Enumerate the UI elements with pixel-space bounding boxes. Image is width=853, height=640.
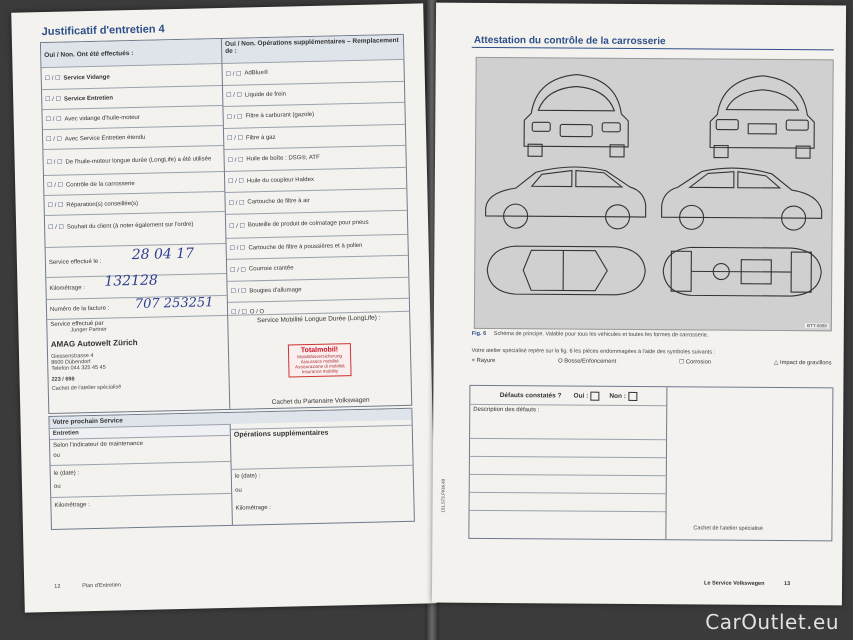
next-service-title: Votre prochain Service (49, 409, 411, 428)
check-row-left (45, 211, 225, 239)
check-row-label: Huile de boîte : DSG®, ATF (246, 155, 320, 163)
check-row-label: Contrôle de la carrosserie (65, 180, 135, 189)
mobility-badge: Totalmobil! (300, 346, 339, 355)
stamp-street: Giessenstrasse 4 (50, 352, 94, 360)
checkbox-pair[interactable]: ☐ / ☐ (47, 182, 64, 189)
checkbox-pair[interactable]: ☐ / ☐ (230, 267, 246, 274)
left-page-number: 12 (54, 583, 61, 590)
next-l4: ou (53, 483, 61, 490)
stamp-number: 223 / 698 (51, 376, 75, 383)
stamp-cachet: Cachet de l'atelier spécialisé (51, 384, 122, 392)
checkbox-pair[interactable]: ☐ / ☐ (227, 135, 243, 143)
left-page (11, 3, 437, 612)
symbol-legend (472, 358, 832, 367)
car-top-view (487, 246, 645, 295)
stamp-company: AMAG Autowelt Zürich (50, 337, 138, 349)
checkbox-pair[interactable]: ☐ / ☐ (45, 116, 62, 123)
car-side-right (662, 168, 822, 231)
next-l2: ou (53, 452, 61, 459)
checkbox-pair[interactable]: ☐ / ☐ (225, 71, 242, 78)
legend-item: ☐ Corrosion (679, 359, 712, 366)
figure-id: BTT-0888 (807, 323, 827, 329)
mobility-cell (228, 308, 411, 409)
check-row-label: Ο / Ο (249, 308, 265, 315)
next-col1: Entretien (50, 424, 230, 439)
checkbox-pair[interactable]: ☐ / ☐ (231, 309, 247, 316)
legend-instructions: Votre atelier spécialisé repère sur la fig. 6 les pièces endommagées à l'aide des symboles suivants : (471, 347, 716, 356)
defects-label: Défauts constatés ? (499, 391, 562, 399)
col1-header: Oui / Non. Ont été effectués : (41, 39, 221, 67)
col2-header: Oui / Non. Opérations supplémentaires – Remplacement de : (222, 35, 403, 63)
checkbox-pair[interactable]: ☐ / ☐ (46, 136, 62, 143)
desc-line-4 (470, 492, 666, 494)
stamp-sub: Junger Partner (70, 326, 107, 334)
check-row-label: AdBlue® (244, 70, 269, 77)
mobility-line: Insurance mobility (301, 368, 339, 375)
mobility-label: Service Mobilité Longue Durée (LongLife) : (256, 314, 381, 325)
defects-table (468, 385, 833, 542)
fig-caption: Schéma de principe. Valable pour tous les véhicules et toutes les formes de carrosserie. (493, 330, 709, 339)
checkbox-pair[interactable]: ☐ / ☐ (226, 114, 243, 121)
checkbox-pair[interactable]: ☐ / ☐ (228, 178, 244, 186)
checkbox-pair[interactable]: ☐ / ☐ (46, 159, 63, 166)
mobility-line: Assicurazione di mobilità (295, 363, 345, 370)
left-footer-text: Plan d'Entretien (82, 582, 122, 590)
workshop-stamp-cell (47, 315, 229, 413)
car-diagram (474, 57, 834, 331)
title-rule (472, 47, 834, 51)
defects-header (470, 386, 666, 405)
description-label: Description des défauts : (470, 404, 666, 421)
service-date-value: 28 04 17 (131, 245, 195, 264)
check-row-left (43, 145, 224, 175)
next-r3: Kilométrage : (235, 504, 271, 512)
check-row-label: Bougies d'allumage (249, 286, 302, 295)
right-page (432, 3, 846, 606)
check-row-label: Cartouche de filtre à air (247, 198, 310, 206)
check-row-label: De l'huile-moteur longue durée (LongLife) a été utilisée (65, 155, 212, 166)
next-l5: Kilométrage : (51, 493, 231, 513)
mileage-label: Kilométrage : (49, 284, 85, 292)
page-title-left: Justificatif d'entretien 4 (41, 23, 165, 39)
legend-item: O Bosse/Enfoncement (558, 358, 617, 365)
car-side-left (486, 166, 646, 229)
check-row-label: Courroie crantée (248, 265, 294, 273)
checkbox-pair[interactable]: ☐ / ☐ (48, 224, 64, 231)
car-rear-view (710, 75, 815, 158)
no-checkbox[interactable] (628, 391, 637, 400)
side-code: 151.573.PKW.40 (440, 478, 446, 513)
check-row-label: Liquide de frein (244, 91, 287, 99)
mobility-line: Assurance mobilité (300, 358, 339, 365)
car-underbody-view (663, 247, 821, 296)
no-label: Non : (609, 392, 626, 400)
checkbox-pair[interactable]: ☐ / ☐ (44, 75, 61, 83)
stamp-phone: Telefon 044 325 45 45 (51, 364, 106, 372)
yes-label: Oui : (573, 392, 589, 400)
next-l1: Selon l'indicateur de maintenance (50, 435, 230, 451)
service-date-label: Service effectué le : (48, 258, 102, 266)
mileage-value: 132128 (104, 272, 158, 290)
desc-line-1 (470, 438, 666, 440)
watermark: CarOutlet.eu (705, 610, 839, 634)
mobility-badge-box (288, 343, 352, 377)
checkbox-pair[interactable]: ☐ / ☐ (226, 92, 243, 100)
checkbox-pair[interactable]: ☐ / ☐ (230, 288, 247, 296)
check-row-label: Réparation(s) conseillée(s) (66, 200, 139, 209)
checkbox-pair[interactable]: ☐ / ☐ (229, 223, 245, 230)
check-row-label: Avec vidange d'huile-moteur (64, 114, 140, 123)
next-r2: ou (235, 487, 242, 494)
page-title-right: Attestation du contrôle de la carrosserie (473, 34, 666, 48)
right-page-number: 13 (784, 581, 791, 588)
invoice-value: 707 253251 (134, 295, 214, 313)
defects-cachet: Cachet de l'atelier spécialisé (693, 525, 764, 532)
check-row-label: Huile du coupleur Haldex (246, 176, 314, 185)
right-footer-text: Le Service Volkswagen (704, 580, 765, 587)
partner-cachet: Cachet du Partenaire Volkswagen (271, 396, 370, 406)
legend-item: △ Impact de gravillons (773, 359, 832, 367)
workshop-label: Service effectué par (50, 320, 104, 328)
mobility-line: Mobilitätsversicherung (297, 353, 343, 360)
next-service-table (48, 408, 414, 530)
checkbox-pair[interactable]: ☐ / ☐ (47, 202, 64, 209)
car-outlines-svg (475, 58, 833, 330)
car-front-view (524, 74, 629, 157)
invoice-label: Numéro de la facture : (49, 305, 110, 313)
check-row-label: Souhait du client (à noter également sur l'ordre) (66, 221, 194, 231)
checkbox-pair[interactable]: ☐ / ☐ (229, 245, 246, 253)
check-row-label: Avec Service Entretien étendu (64, 134, 146, 143)
desc-line-2 (470, 456, 666, 458)
maintenance-table (40, 34, 412, 414)
next-col2: Opérations supplémentaires (231, 425, 412, 441)
check-row-label: Service Entretien (63, 94, 114, 103)
check-row-label: Cartouche de filtre à poussières et à pollen (248, 242, 363, 252)
checkbox-pair[interactable]: ☐ / ☐ (228, 200, 245, 207)
desc-line-5 (470, 510, 666, 512)
yes-checkbox[interactable] (590, 391, 599, 400)
next-r1: le (date) : (232, 465, 413, 483)
legend-item: × Rayure (471, 357, 496, 364)
check-row-label: Filtre à gaz (245, 134, 276, 142)
check-row-label: Bouteille de produit de colmatage pour pneus (247, 219, 369, 229)
desc-line-3 (470, 474, 666, 476)
check-row-label: Filtre à carburant (gazole) (245, 112, 315, 120)
stamp-city: 8600 Dübendorf (51, 359, 91, 366)
next-l3: le (date) : (51, 461, 231, 481)
fig-label: Fig. 6 (471, 330, 487, 337)
checkbox-pair[interactable]: ☐ / ☐ (45, 96, 62, 104)
checkbox-pair[interactable]: ☐ / ☐ (227, 157, 244, 164)
check-row-label: Service Vidange (63, 74, 110, 82)
